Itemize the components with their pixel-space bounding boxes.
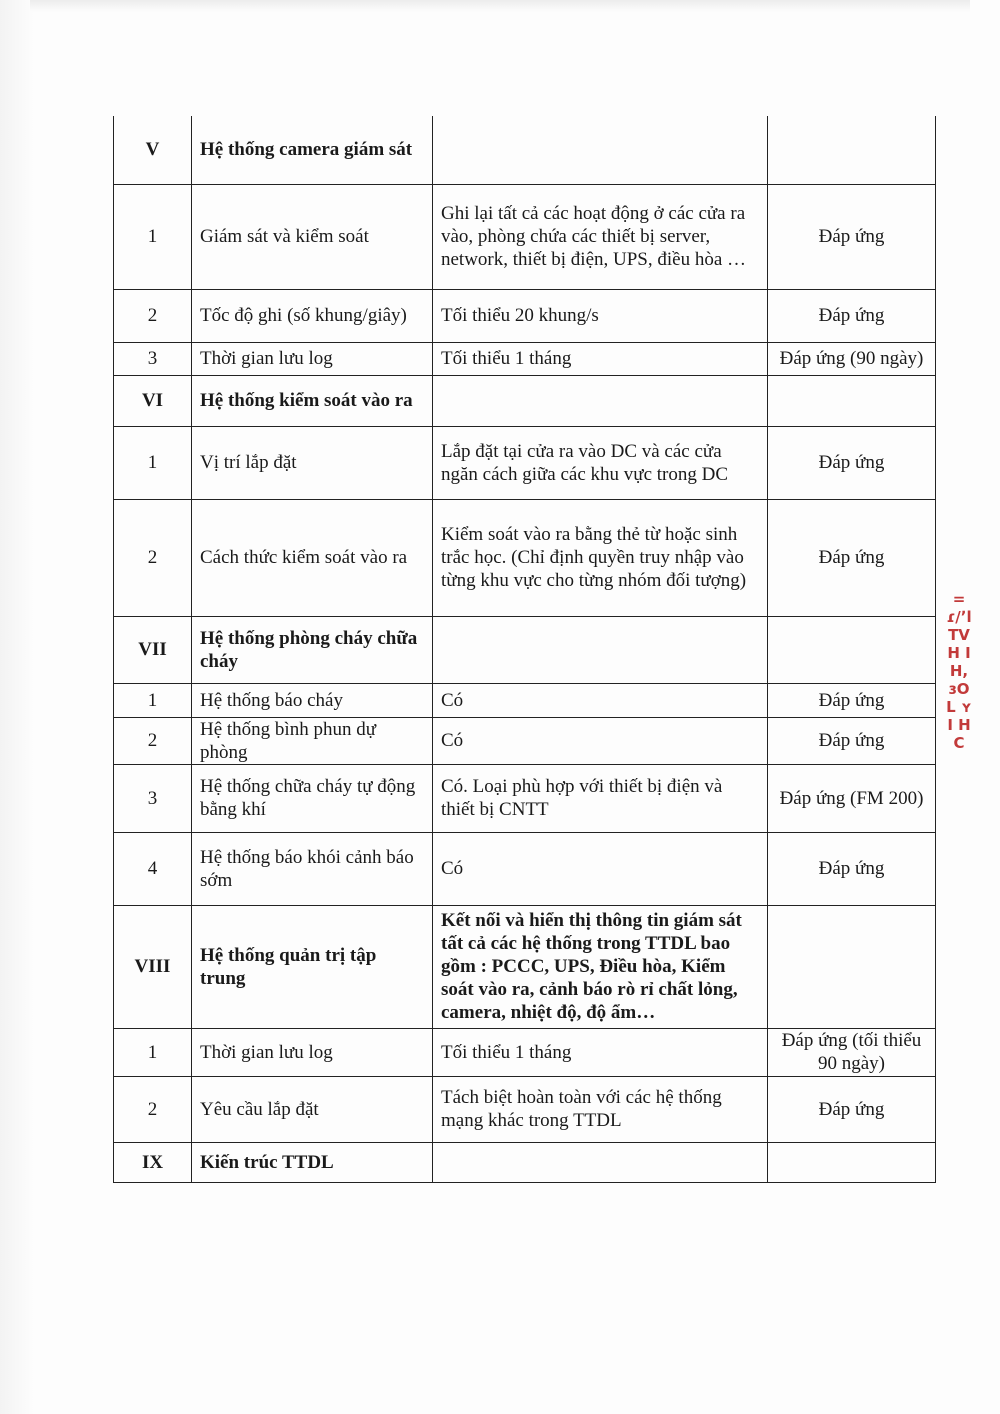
requirement — [433, 1142, 768, 1182]
requirement: Kiểm soát vào ra bằng thẻ từ hoặc sinh trắc học. (Chỉ định quyền truy nhập vào từng khu vực cho từng nhóm đối tượng) — [433, 499, 768, 616]
response: Đáp ứng — [768, 832, 936, 905]
item-name: Hệ thống chữa cháy tự động bằng khí — [192, 764, 433, 832]
row-number: 1 — [114, 683, 192, 717]
table-row — [114, 1076, 936, 1142]
section-row — [114, 616, 936, 683]
table-row — [114, 184, 936, 289]
item-name: Vị trí lắp đặt — [192, 426, 433, 499]
item-name: Thời gian lưu log — [192, 1028, 433, 1076]
row-number: 2 — [114, 289, 192, 342]
item-name: Giám sát và kiểm soát — [192, 184, 433, 289]
table-row — [114, 832, 936, 905]
section-row — [114, 116, 936, 184]
item-name: Thời gian lưu log — [192, 342, 433, 375]
response — [768, 1142, 936, 1182]
row-number: IX — [114, 1142, 192, 1182]
response — [768, 616, 936, 683]
item-name: Cách thức kiểm soát vào ra — [192, 499, 433, 616]
section-row — [114, 375, 936, 426]
row-number: 2 — [114, 717, 192, 764]
table-row — [114, 499, 936, 616]
item-name: Yêu cầu lắp đặt — [192, 1076, 433, 1142]
item-name: Hệ thống phòng cháy chữa cháy — [192, 616, 433, 683]
item-name: Hệ thống quản trị tập trung — [192, 905, 433, 1028]
response: Đáp ứng — [768, 289, 936, 342]
requirement — [433, 375, 768, 426]
row-number: 3 — [114, 764, 192, 832]
table-row — [114, 683, 936, 717]
item-name: Hệ thống báo khói cảnh báo sớm — [192, 832, 433, 905]
requirement: Tối thiểu 20 khung/s — [433, 289, 768, 342]
item-name: Hệ thống kiểm soát vào ra — [192, 375, 433, 426]
requirement: Lắp đặt tại cửa ra vào DC và các cửa ngăn cách giữa các khu vực trong DC — [433, 426, 768, 499]
response: Đáp ứng — [768, 683, 936, 717]
requirement — [433, 116, 768, 184]
requirement: Kết nối và hiển thị thông tin giám sát tất cả các hệ thống trong TTDL bao gồm : PCCC, UPS, Điều hòa, Kiểm soát vào ra, cảnh báo rò rỉ chất lỏng, camera, nhiệt độ, độ ẩm… — [433, 905, 768, 1028]
scan-edge — [0, 0, 34, 1414]
row-number: 2 — [114, 499, 192, 616]
table-row — [114, 426, 936, 499]
requirement: Có — [433, 832, 768, 905]
response: Đáp ứng — [768, 184, 936, 289]
response: Đáp ứng — [768, 717, 936, 764]
table-row — [114, 342, 936, 375]
response — [768, 905, 936, 1028]
requirement: Tối thiểu 1 tháng — [433, 342, 768, 375]
response: Đáp ứng (FM 200) — [768, 764, 936, 832]
table-row — [114, 1028, 936, 1076]
row-number: V — [114, 116, 192, 184]
response: Đáp ứng — [768, 426, 936, 499]
requirement: Ghi lại tất cả các hoạt động ở các cửa ra vào, phòng chứa các thiết bị server, network, thiết bị điện, UPS, điều hòa … — [433, 184, 768, 289]
row-number: VI — [114, 375, 192, 426]
row-number: 1 — [114, 1028, 192, 1076]
requirement: Tách biệt hoàn toàn với các hệ thống mạng khác trong TTDL — [433, 1076, 768, 1142]
table-row — [114, 764, 936, 832]
response: Đáp ứng (90 ngày) — [768, 342, 936, 375]
item-name: Tốc độ ghi (số khung/giây) — [192, 289, 433, 342]
response: Đáp ứng — [768, 499, 936, 616]
response: Đáp ứng — [768, 1076, 936, 1142]
row-number: 3 — [114, 342, 192, 375]
row-number: 4 — [114, 832, 192, 905]
specification-table — [113, 116, 936, 1183]
row-number: VIII — [114, 905, 192, 1028]
requirement: Tối thiểu 1 tháng — [433, 1028, 768, 1076]
item-name: Hệ thống bình phun dự phòng — [192, 717, 433, 764]
requirement: Có — [433, 683, 768, 717]
item-name: Hệ thống camera giám sát — [192, 116, 433, 184]
table-row — [114, 717, 936, 764]
row-number: 1 — [114, 426, 192, 499]
requirement: Có. Loại phù hợp với thiết bị điện và thiết bị CNTT — [433, 764, 768, 832]
stamp-text: =ɾ/ʼl TV H IH, ɜOL ʏI HC — [946, 590, 972, 752]
requirement: Có — [433, 717, 768, 764]
row-number: VII — [114, 616, 192, 683]
requirement — [433, 616, 768, 683]
row-number: 2 — [114, 1076, 192, 1142]
red-stamp-mark — [944, 590, 974, 775]
row-number: 1 — [114, 184, 192, 289]
response — [768, 375, 936, 426]
response — [768, 116, 936, 184]
table-row — [114, 289, 936, 342]
section-row — [114, 905, 936, 1028]
scan-edge — [30, 0, 970, 12]
section-row — [114, 1142, 936, 1182]
item-name: Hệ thống báo cháy — [192, 683, 433, 717]
response: Đáp ứng (tối thiểu 90 ngày) — [768, 1028, 936, 1076]
item-name: Kiến trúc TTDL — [192, 1142, 433, 1182]
